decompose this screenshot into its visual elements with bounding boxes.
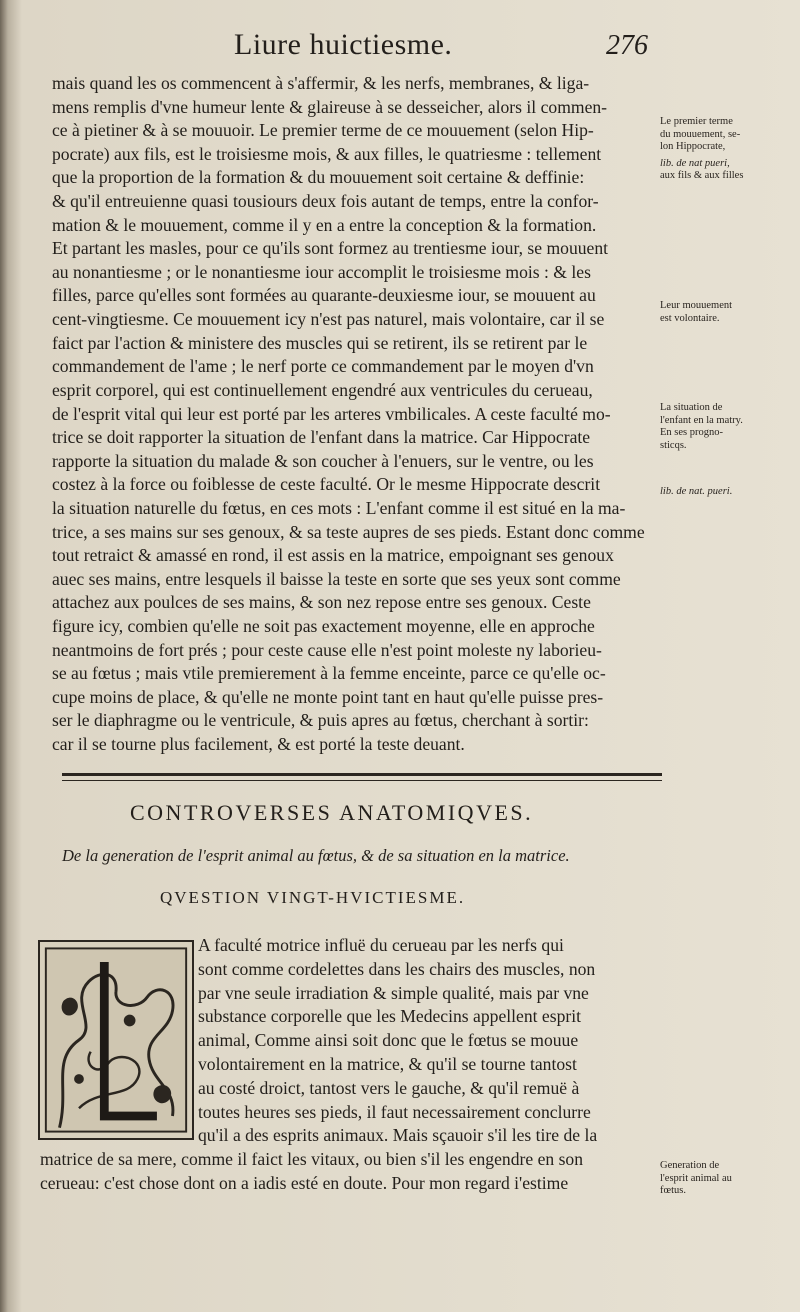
text-line: mation & le mouuement, comme il y en a entre la conception & la formation. (52, 214, 597, 235)
question-heading: QVESTION VINGT-HVICTIESME. (160, 888, 466, 907)
text-line: qu'il a des esprits animaux. Mais sçauoir s'il les tire de la (198, 1125, 598, 1146)
text-line: ser le diaphragme ou le ventricule, & puis apres au fœtus, cherchant à sortir: (52, 710, 589, 731)
running-title: Liure huictiesme. (234, 28, 453, 61)
text-line: par vne seule irradiation & simple qualité, mais par vne (198, 982, 589, 1003)
text-line: sont comme cordelettes dans les chairs des muscles, non (198, 958, 596, 979)
margin-note-line: Le premier terme (660, 116, 733, 127)
margin-note-line: l'enfant en la matry. (660, 414, 743, 426)
section-rule (62, 773, 662, 776)
text-line: A faculté motrice influë du cerueau par les nerfs qui (198, 935, 564, 955)
text-line: la situation naturelle du fœtus, en ces mots : L'enfant comme il est situé en la ma- (52, 497, 626, 518)
text-line: ce à pietiner & à se mouuoir. Le premier terme de ce mouuement (selon Hip- (52, 120, 594, 141)
margin-note (660, 170, 792, 183)
text-line: au costé droict, tantost vers le gauche, & qu'il remuë à (198, 1077, 580, 1098)
question-paragraph-indented (198, 934, 658, 1148)
text-line: au nonantiesme ; or le nonantiesme iour accomplit le troisiesme mois : & les (52, 261, 591, 282)
text-line: cupe moins de place, & qu'elle ne monte point tant en haut qu'elle puisse pres- (52, 686, 604, 707)
text-line: neantmoins de fort prés ; pour ceste cause elle n'est point moleste ny laborieu- (52, 639, 602, 660)
margin-note-line: Leur mouuement (660, 300, 733, 311)
section-rule-thin (62, 780, 662, 781)
section-title: CONTROVERSES ANATOMIQVES. (130, 800, 534, 825)
text-line: attachez aux poulces de ses mains, & son nez repose entre ses genoux. Ceste (52, 592, 591, 613)
margin-note (660, 116, 792, 154)
main-paragraph (52, 72, 656, 757)
text-line: costez à la force ou foiblesse de ceste faculté. Or le mesme Hippocrate descrit (52, 474, 601, 495)
margin-note-line: lib. de nat. pueri. (660, 486, 733, 497)
text-line: toutes heures ses pieds, il faut necessairement conclurre (198, 1101, 591, 1122)
margin-note-line: l'esprit animal au (660, 1172, 732, 1184)
text-line: trice se doit rapporter la situation de l'enfant dans la matrice. Car Hippocrate (52, 427, 591, 448)
running-head (0, 22, 800, 72)
text-line: rapporte la situation du malade & son coucher à l'enuers, sur le ventre, ou les (52, 450, 594, 471)
margin-note-line: En ses progno- (660, 427, 723, 438)
text-line: mens remplis d'vne humeur lente & glaireuse à se desseicher, alors il commen- (52, 96, 608, 117)
margin-note-line: fœtus. (660, 1185, 686, 1196)
text-line: faict par l'action & ministere des muscles qui se retirent, ils se retirent par le (52, 332, 588, 353)
text-line: de l'esprit vital qui leur est porté par les arteres vmbilicales. A ceste faculté mo- (52, 403, 611, 424)
text-line: auec ses mains, entre lesquels il baisse la teste en sorte que ses yeux sont comme (52, 568, 621, 589)
margin-note (660, 1160, 792, 1198)
question-paragraph-full (40, 1148, 658, 1196)
margin-note-line: La situation de (660, 402, 723, 413)
text-line: & qu'il entreuienne quasi tousiours deux fois autant de temps, entre la confor- (52, 191, 599, 212)
ornamental-initial (38, 940, 194, 1140)
margin-note-line: Generation de (660, 1160, 720, 1171)
page-number: 276 (606, 30, 648, 61)
text-line: figure icy, combien qu'elle ne soit pas exactement moyenne, elle en approche (52, 616, 595, 637)
text-line: Et partant les masles, pour ce qu'ils sont formez au trentiesme iour, se mouuent (52, 238, 609, 259)
text-line: matrice de sa mere, comme il faict les vitaux, ou bien s'il les engendre en son (40, 1149, 584, 1169)
text-line: esprit corporel, qui est continuellement engendré aux ventricules du cerueau, (52, 379, 593, 400)
text-line: cent-vingtiesme. Ce mouuement icy n'est pas naturel, mais volontaire, car il se (52, 309, 605, 330)
section-subtitle: De la generation de l'esprit animal au fœtus, & de sa situation en la matrice. (62, 846, 570, 865)
text-line: commandement de l'ame ; le nerf porte ce commandement par le moyen d'vn (52, 356, 594, 377)
text-line: que la proportion de la formation & du mouuement soit certaine & deffinie: (52, 167, 585, 188)
margin-note-line: sticqs. (660, 439, 687, 451)
margin-note-line: aux fils & aux filles (660, 170, 744, 181)
text-line: pocrate) aux fils, est le troisiesme mois, & aux filles, le quatriesme : tellement (52, 143, 602, 164)
text-line: animal, Comme ainsi soit donc que le fœtus se mouue (198, 1030, 579, 1051)
text-line: se au fœtus ; mais vtile premierement à la femme enceinte, parce ce qu'elle oc- (52, 663, 606, 684)
woodcut-initial-icon (40, 942, 192, 1138)
text-line: filles, parce qu'elles sont formées au quarante-deuxiesme iour, se mouuent au (52, 285, 596, 306)
text-line: car il se tourne plus facilement, & est porté la teste deuant. (52, 734, 465, 755)
text-line: mais quand les os commencent à s'affermir, & les nerfs, membranes, & liga- (52, 73, 590, 93)
margin-note (660, 158, 792, 171)
text-line: volontairement en la matrice, & qu'il se tourne tantost (198, 1053, 577, 1074)
margin-note-line: du mouuement, se- (660, 128, 741, 140)
margin-note-line: lib. de nat pueri, (660, 158, 730, 169)
margin-note-line: lon Hippocrate, (660, 141, 726, 152)
margin-note (660, 486, 792, 499)
margin-note (660, 300, 792, 325)
margin-note-line: est volontaire. (660, 312, 720, 324)
text-line: substance corporelle que les Medecins appellent esprit (198, 1006, 582, 1027)
text-line: cerueau: c'est chose dont on a iadis esté en doute. Pour mon regard i'estime (40, 1172, 569, 1193)
text-line: tout retraict & amassé en rond, il est assis en la matrice, empoignant ses genoux (52, 545, 614, 566)
text-line: trice, a ses mains sur ses genoux, & sa teste aupres de ses pieds. Estant donc comme (52, 521, 645, 542)
margin-note (660, 402, 792, 452)
